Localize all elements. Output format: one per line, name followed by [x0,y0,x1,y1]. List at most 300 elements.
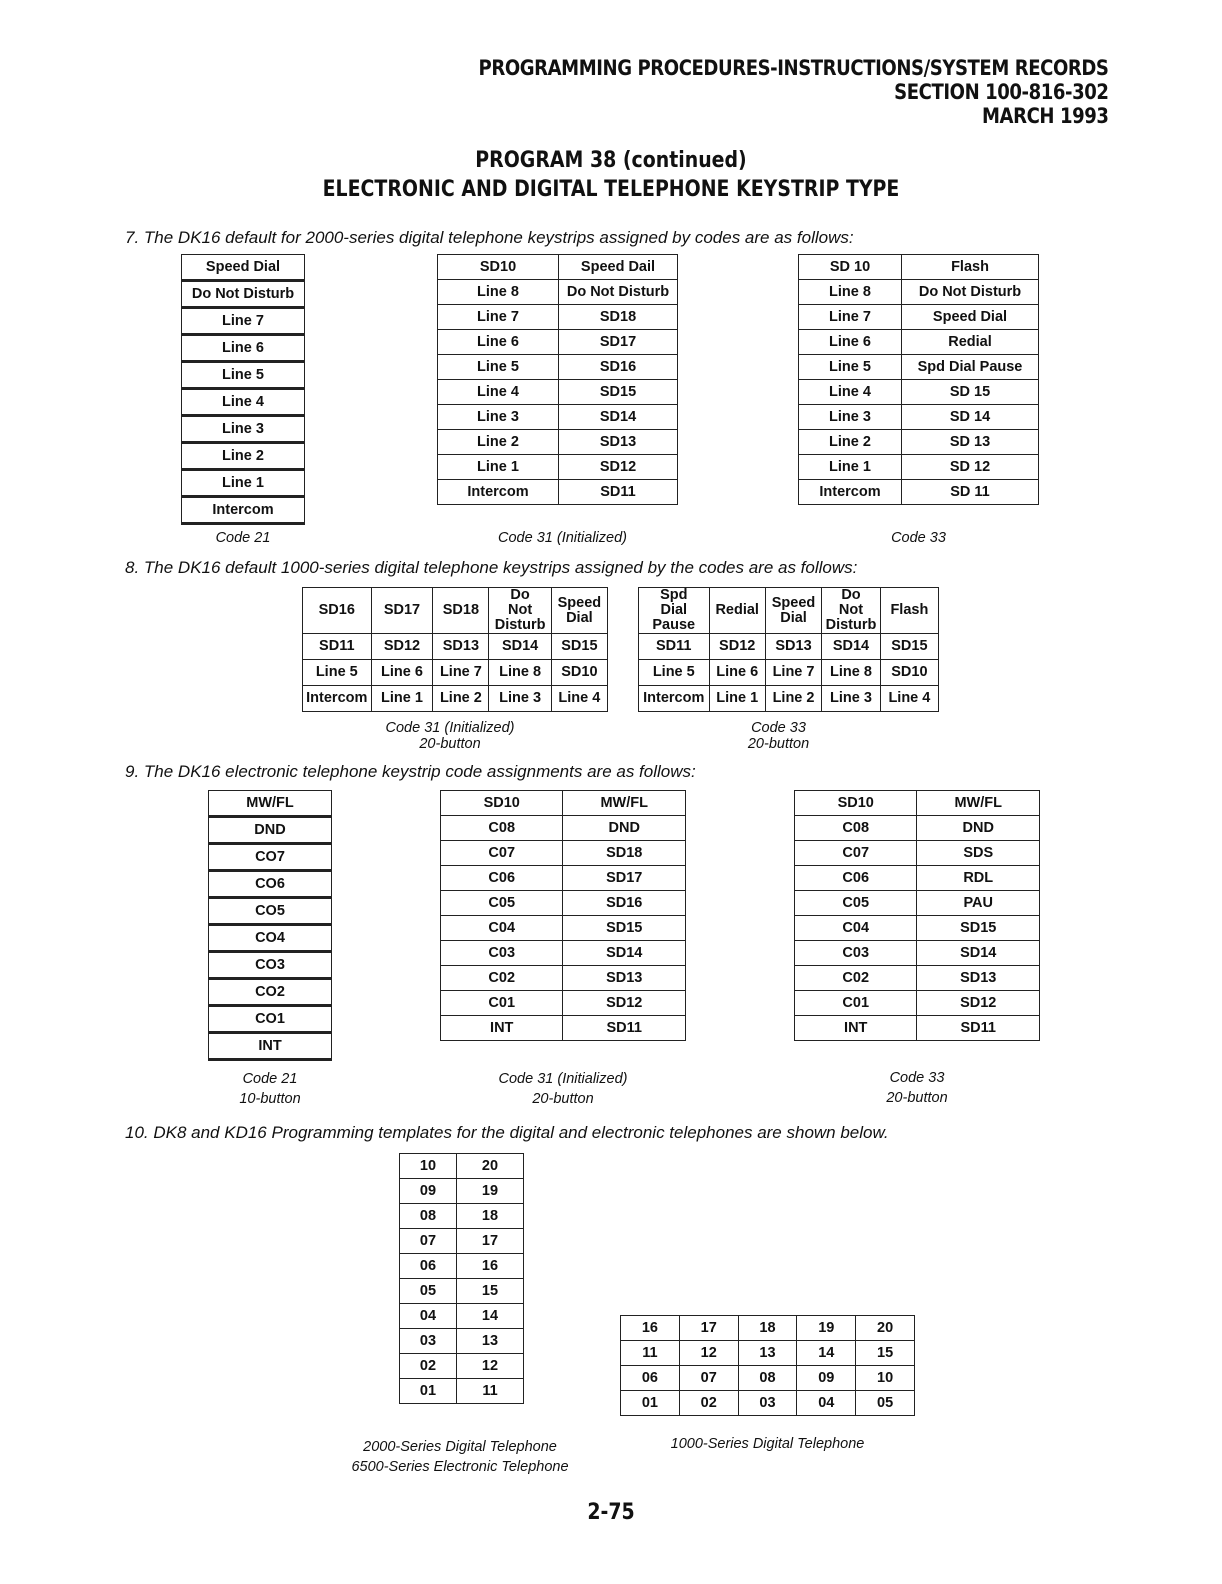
s9-code33-caption-2: 20-button [886,1090,948,1106]
table-cell: SD16 [559,355,678,380]
table-cell: 12 [679,1341,738,1366]
s7-code21-caption: Code 21 [215,530,271,546]
table-cell: SD11 [559,480,678,505]
table-row [441,916,686,941]
table-cell: Speed Dial [182,255,305,281]
table-cell: 19 [797,1316,856,1341]
table-row [182,362,305,389]
table-cell: SD11 [303,634,372,660]
table-row [639,588,939,634]
table-row [795,841,1040,866]
table-cell: 19 [457,1179,524,1204]
table-cell: SD15 [563,916,686,941]
s7-code21-table [181,254,305,525]
table-row [303,634,608,660]
table-cell: 10 [856,1366,915,1391]
table-cell: Line 5 [303,660,372,686]
table-row [438,355,678,380]
table-row [441,966,686,991]
table-row [799,380,1039,405]
table-row [621,1341,915,1366]
table-cell: Line 1 [799,455,902,480]
table-row [799,405,1039,430]
table-cell: Redial [709,588,765,634]
table-row [438,280,678,305]
table-row [621,1391,915,1416]
table-cell: Line 2 [799,430,902,455]
section-9-text: 9. The DK16 electronic telephone keystrip code assignments are as follows: [125,762,696,781]
table-cell: Line 1 [182,470,305,497]
table-cell: 12 [457,1354,524,1379]
table-row [182,443,305,470]
table-row [795,891,1040,916]
table-cell: SD14 [489,634,551,660]
table-row [303,686,608,712]
document-header [478,56,1108,128]
table-row [795,966,1040,991]
table-cell: Redial [902,330,1039,355]
page-number: 2-75 [587,1500,635,1525]
table-cell: C02 [441,966,563,991]
table-cell: 02 [679,1391,738,1416]
table-row [441,791,686,816]
table-cell: SD12 [917,991,1040,1016]
table-cell: Line 8 [489,660,551,686]
table-row [799,480,1039,505]
table-cell: Line 7 [799,305,902,330]
table-row [441,866,686,891]
table-cell: Line 5 [438,355,559,380]
table-cell: SD13 [559,430,678,455]
table-row [438,480,678,505]
table-cell: Line 8 [438,280,559,305]
table-cell: MW/FL [917,791,1040,816]
table-cell: 16 [621,1316,680,1341]
table-row [438,330,678,355]
table-cell: SD10 [441,791,563,816]
table-row [303,588,608,634]
table-row [795,816,1040,841]
table-row [182,308,305,335]
template-2000-caption-2: 6500-Series Electronic Telephone [351,1459,569,1475]
table-cell: SD18 [563,841,686,866]
table-cell: Line 5 [639,660,710,686]
s9-code31-caption-2: 20-button [532,1091,594,1107]
table-cell: 11 [621,1341,680,1366]
table-cell: Line 6 [371,660,433,686]
s7-code31-table [437,254,678,505]
table-cell: SD15 [559,380,678,405]
table-cell: CO1 [209,1006,332,1033]
table-row [182,335,305,362]
s7-code33-table [798,254,1039,505]
section-10-text: 10. DK8 and KD16 Programming templates for the digital and electronic telephones are shown below. [125,1123,889,1142]
table-cell: C07 [795,841,917,866]
table-row [441,941,686,966]
table-row [182,389,305,416]
template-1000-series-caption: 1000-Series Digital Telephone [670,1436,865,1452]
table-cell: CO7 [209,844,332,871]
table-cell: SD 14 [902,405,1039,430]
table-cell: C06 [795,866,917,891]
table-cell: Line 3 [489,686,551,712]
table-cell: Line 2 [433,686,489,712]
table-row [795,1016,1040,1041]
table-row [795,941,1040,966]
table-cell: Intercom [182,497,305,524]
table-row [209,817,332,844]
table-cell: 04 [797,1391,856,1416]
header-title: PROGRAMMING PROCEDURES-INSTRUCTIONS/SYSTEM RECORDS [478,56,1108,80]
table-cell: SD10 [551,660,607,686]
table-cell: SD11 [639,634,710,660]
table-cell: Line 7 [182,308,305,335]
table-row [400,1279,524,1304]
table-cell: Intercom [303,686,372,712]
s9-code21-caption [208,1069,332,1109]
table-cell: SD 13 [902,430,1039,455]
table-cell: Line 6 [438,330,559,355]
s8-code33-caption [638,720,919,752]
table-row [209,791,332,817]
table-row [400,1379,524,1404]
table-row [209,952,332,979]
table-row [438,380,678,405]
table-row [400,1229,524,1254]
table-cell: C07 [441,841,563,866]
table-cell: DND [917,816,1040,841]
table-row [400,1354,524,1379]
table-cell: CO3 [209,952,332,979]
table-cell: Line 5 [182,362,305,389]
table-cell: Line 6 [709,660,765,686]
table-cell: DND [209,817,332,844]
table-cell: SD12 [709,634,765,660]
table-row [799,330,1039,355]
table-cell: CO4 [209,925,332,952]
table-cell: Line 2 [438,430,559,455]
table-cell: SD15 [551,634,607,660]
table-row [400,1254,524,1279]
program-title-line2: ELECTRONIC AND DIGITAL TELEPHONE KEYSTRIP TYPE [322,177,900,202]
table-row [209,925,332,952]
table-cell: 17 [457,1229,524,1254]
table-row [400,1204,524,1229]
table-cell: C01 [795,991,917,1016]
table-cell: C04 [795,916,917,941]
table-row [182,281,305,308]
table-cell: 15 [856,1341,915,1366]
table-cell: Line 2 [765,686,821,712]
s9-code33-caption-1: Code 33 [889,1070,945,1086]
table-cell: Line 4 [438,380,559,405]
table-cell: Spd Dial Pause [639,588,710,634]
table-row [209,871,332,898]
table-cell: CO5 [209,898,332,925]
table-cell: Intercom [438,480,559,505]
table-cell: 07 [400,1229,457,1254]
table-row [441,1016,686,1041]
table-cell: 11 [457,1379,524,1404]
table-cell: 07 [679,1366,738,1391]
table-cell: Flash [902,255,1039,280]
table-row [799,455,1039,480]
table-cell: SD13 [917,966,1040,991]
s9-code21-caption-1: Code 21 [242,1071,298,1087]
table-cell: Do Not Disturb [822,588,881,634]
table-cell: 03 [400,1329,457,1354]
s9-code31-caption [440,1069,686,1109]
table-row [795,866,1040,891]
table-cell: MW/FL [209,791,332,817]
table-row [209,898,332,925]
table-cell: 08 [738,1366,797,1391]
table-cell: SD10 [438,255,559,280]
table-cell: Speed Dial [765,588,821,634]
table-row [441,891,686,916]
table-row [799,355,1039,380]
table-cell: Speed Dial [902,305,1039,330]
table-cell: Line 6 [182,335,305,362]
header-section: SECTION 100-816-302 [893,80,1108,104]
table-cell: Line 8 [822,660,881,686]
table-cell: 17 [679,1316,738,1341]
table-cell: SD13 [563,966,686,991]
table-row [438,305,678,330]
table-cell: Line 7 [438,305,559,330]
table-cell: 09 [400,1179,457,1204]
table-cell: 05 [400,1279,457,1304]
table-row [441,816,686,841]
template-2000-series-table [399,1153,524,1404]
s8-code31-caption [302,720,598,752]
table-cell: Line 2 [182,443,305,470]
table-cell: 08 [400,1204,457,1229]
table-cell: 18 [457,1204,524,1229]
table-cell: SD13 [765,634,821,660]
table-cell: SD17 [371,588,433,634]
table-cell: Line 6 [799,330,902,355]
table-row [799,430,1039,455]
table-cell: Line 4 [880,686,938,712]
table-cell: C06 [441,866,563,891]
table-row [799,255,1039,280]
table-row [438,255,678,280]
table-cell: INT [795,1016,917,1041]
table-cell: SD18 [559,305,678,330]
table-cell: C02 [795,966,917,991]
table-cell: Spd Dial Pause [902,355,1039,380]
table-cell: SD16 [563,891,686,916]
table-row [799,280,1039,305]
table-cell: MW/FL [563,791,686,816]
table-cell: RDL [917,866,1040,891]
table-cell: Speed Dail [559,255,678,280]
table-cell: SD10 [795,791,917,816]
table-row [621,1316,915,1341]
table-row [209,979,332,1006]
header-date: MARCH 1993 [981,104,1108,128]
table-row [438,430,678,455]
table-cell: Line 5 [799,355,902,380]
table-cell: SD12 [559,455,678,480]
table-row [182,255,305,281]
table-cell: C08 [795,816,917,841]
table-cell: 18 [738,1316,797,1341]
table-cell: Line 7 [433,660,489,686]
s8-code33-caption-2: 20-button [747,736,810,752]
table-row [400,1304,524,1329]
table-cell: Intercom [639,686,710,712]
table-cell: 16 [457,1254,524,1279]
table-row [209,1033,332,1060]
table-cell: Do Not Disturb [182,281,305,308]
section-7-text: 7. The DK16 default for 2000-series digital telephone keystrips assigned by codes are as follows: [125,228,854,247]
table-cell: Line 3 [799,405,902,430]
table-row [639,634,939,660]
table-row [441,991,686,1016]
table-cell: SDS [917,841,1040,866]
table-cell: 13 [738,1341,797,1366]
table-cell: Line 3 [822,686,881,712]
table-cell: Intercom [799,480,902,505]
table-row [400,1154,524,1179]
table-row [639,686,939,712]
table-cell: Do Not Disturb [559,280,678,305]
table-cell: Line 3 [182,416,305,443]
s9-code31-table [440,790,686,1041]
table-cell: Line 3 [438,405,559,430]
table-cell: 06 [400,1254,457,1279]
table-row [209,1006,332,1033]
table-cell: CO6 [209,871,332,898]
table-cell: SD12 [371,634,433,660]
table-row [795,916,1040,941]
table-cell: 04 [400,1304,457,1329]
table-cell: SD18 [433,588,489,634]
table-cell: Line 1 [371,686,433,712]
table-cell: 14 [797,1341,856,1366]
s9-code33-table [794,790,1040,1041]
s9-code21-table [208,790,332,1061]
table-cell: C04 [441,916,563,941]
table-cell: 02 [400,1354,457,1379]
s8-code33-caption-1: Code 33 [751,720,806,736]
table-row [438,455,678,480]
table-row [795,791,1040,816]
table-cell: Flash [880,588,938,634]
table-cell: Line 8 [799,280,902,305]
table-cell: Line 4 [182,389,305,416]
s7-code33-caption: Code 33 [891,530,946,546]
table-cell: PAU [917,891,1040,916]
table-cell: INT [441,1016,563,1041]
table-cell: 20 [856,1316,915,1341]
table-cell: C01 [441,991,563,1016]
table-row [182,416,305,443]
table-cell: 01 [400,1379,457,1404]
table-cell: 14 [457,1304,524,1329]
s8-code31-table [302,587,608,712]
table-cell: SD17 [559,330,678,355]
table-row [303,660,608,686]
program-title [86,146,1137,204]
table-row [795,991,1040,1016]
table-cell: SD 15 [902,380,1039,405]
table-cell: SD 11 [902,480,1039,505]
template-1000-series-table [620,1315,915,1416]
table-cell: INT [209,1033,332,1060]
s8-code31-caption-1: Code 31 (Initialized) [385,720,515,736]
table-cell: 10 [400,1154,457,1179]
table-row [400,1179,524,1204]
table-cell: Do Not Disturb [902,280,1039,305]
table-cell: SD13 [433,634,489,660]
table-row [209,844,332,871]
table-cell: SD 12 [902,455,1039,480]
table-cell: Line 7 [765,660,821,686]
table-cell: SD16 [303,588,372,634]
table-cell: 09 [797,1366,856,1391]
template-2000-series-caption [330,1437,590,1477]
table-row [182,497,305,524]
table-cell: 03 [738,1391,797,1416]
s7-code31-caption: Code 31 (Initialized) [498,530,627,546]
table-cell: Line 1 [709,686,765,712]
table-cell: Speed Dial [551,588,607,634]
table-cell: C03 [441,941,563,966]
table-cell: SD15 [917,916,1040,941]
table-row [441,841,686,866]
table-cell: SD17 [563,866,686,891]
table-cell: 01 [621,1391,680,1416]
table-row [639,660,939,686]
table-cell: C05 [795,891,917,916]
table-cell: 15 [457,1279,524,1304]
table-cell: Do Not Disturb [489,588,551,634]
table-row [400,1329,524,1354]
table-cell: SD14 [822,634,881,660]
table-row [799,305,1039,330]
table-cell: SD14 [563,941,686,966]
table-cell: CO2 [209,979,332,1006]
table-cell: 20 [457,1154,524,1179]
table-cell: C08 [441,816,563,841]
table-cell: Line 4 [551,686,607,712]
table-cell: SD11 [917,1016,1040,1041]
table-row [621,1366,915,1391]
program-title-line1: PROGRAM 38 (continued) [475,148,747,173]
table-cell: Line 1 [438,455,559,480]
table-cell: 13 [457,1329,524,1354]
table-cell: SD14 [559,405,678,430]
s9-code33-caption [794,1068,1040,1108]
table-cell: SD10 [880,660,938,686]
table-cell: C05 [441,891,563,916]
table-row [182,470,305,497]
s9-code21-caption-2: 10-button [239,1091,301,1107]
table-cell: SD12 [563,991,686,1016]
table-cell: 05 [856,1391,915,1416]
table-cell: DND [563,816,686,841]
table-row [438,405,678,430]
s8-code33-table [638,587,939,712]
table-cell: SD 10 [799,255,902,280]
s8-code31-caption-2: 20-button [419,736,481,752]
table-cell: Line 4 [799,380,902,405]
table-cell: SD11 [563,1016,686,1041]
table-cell: SD14 [917,941,1040,966]
